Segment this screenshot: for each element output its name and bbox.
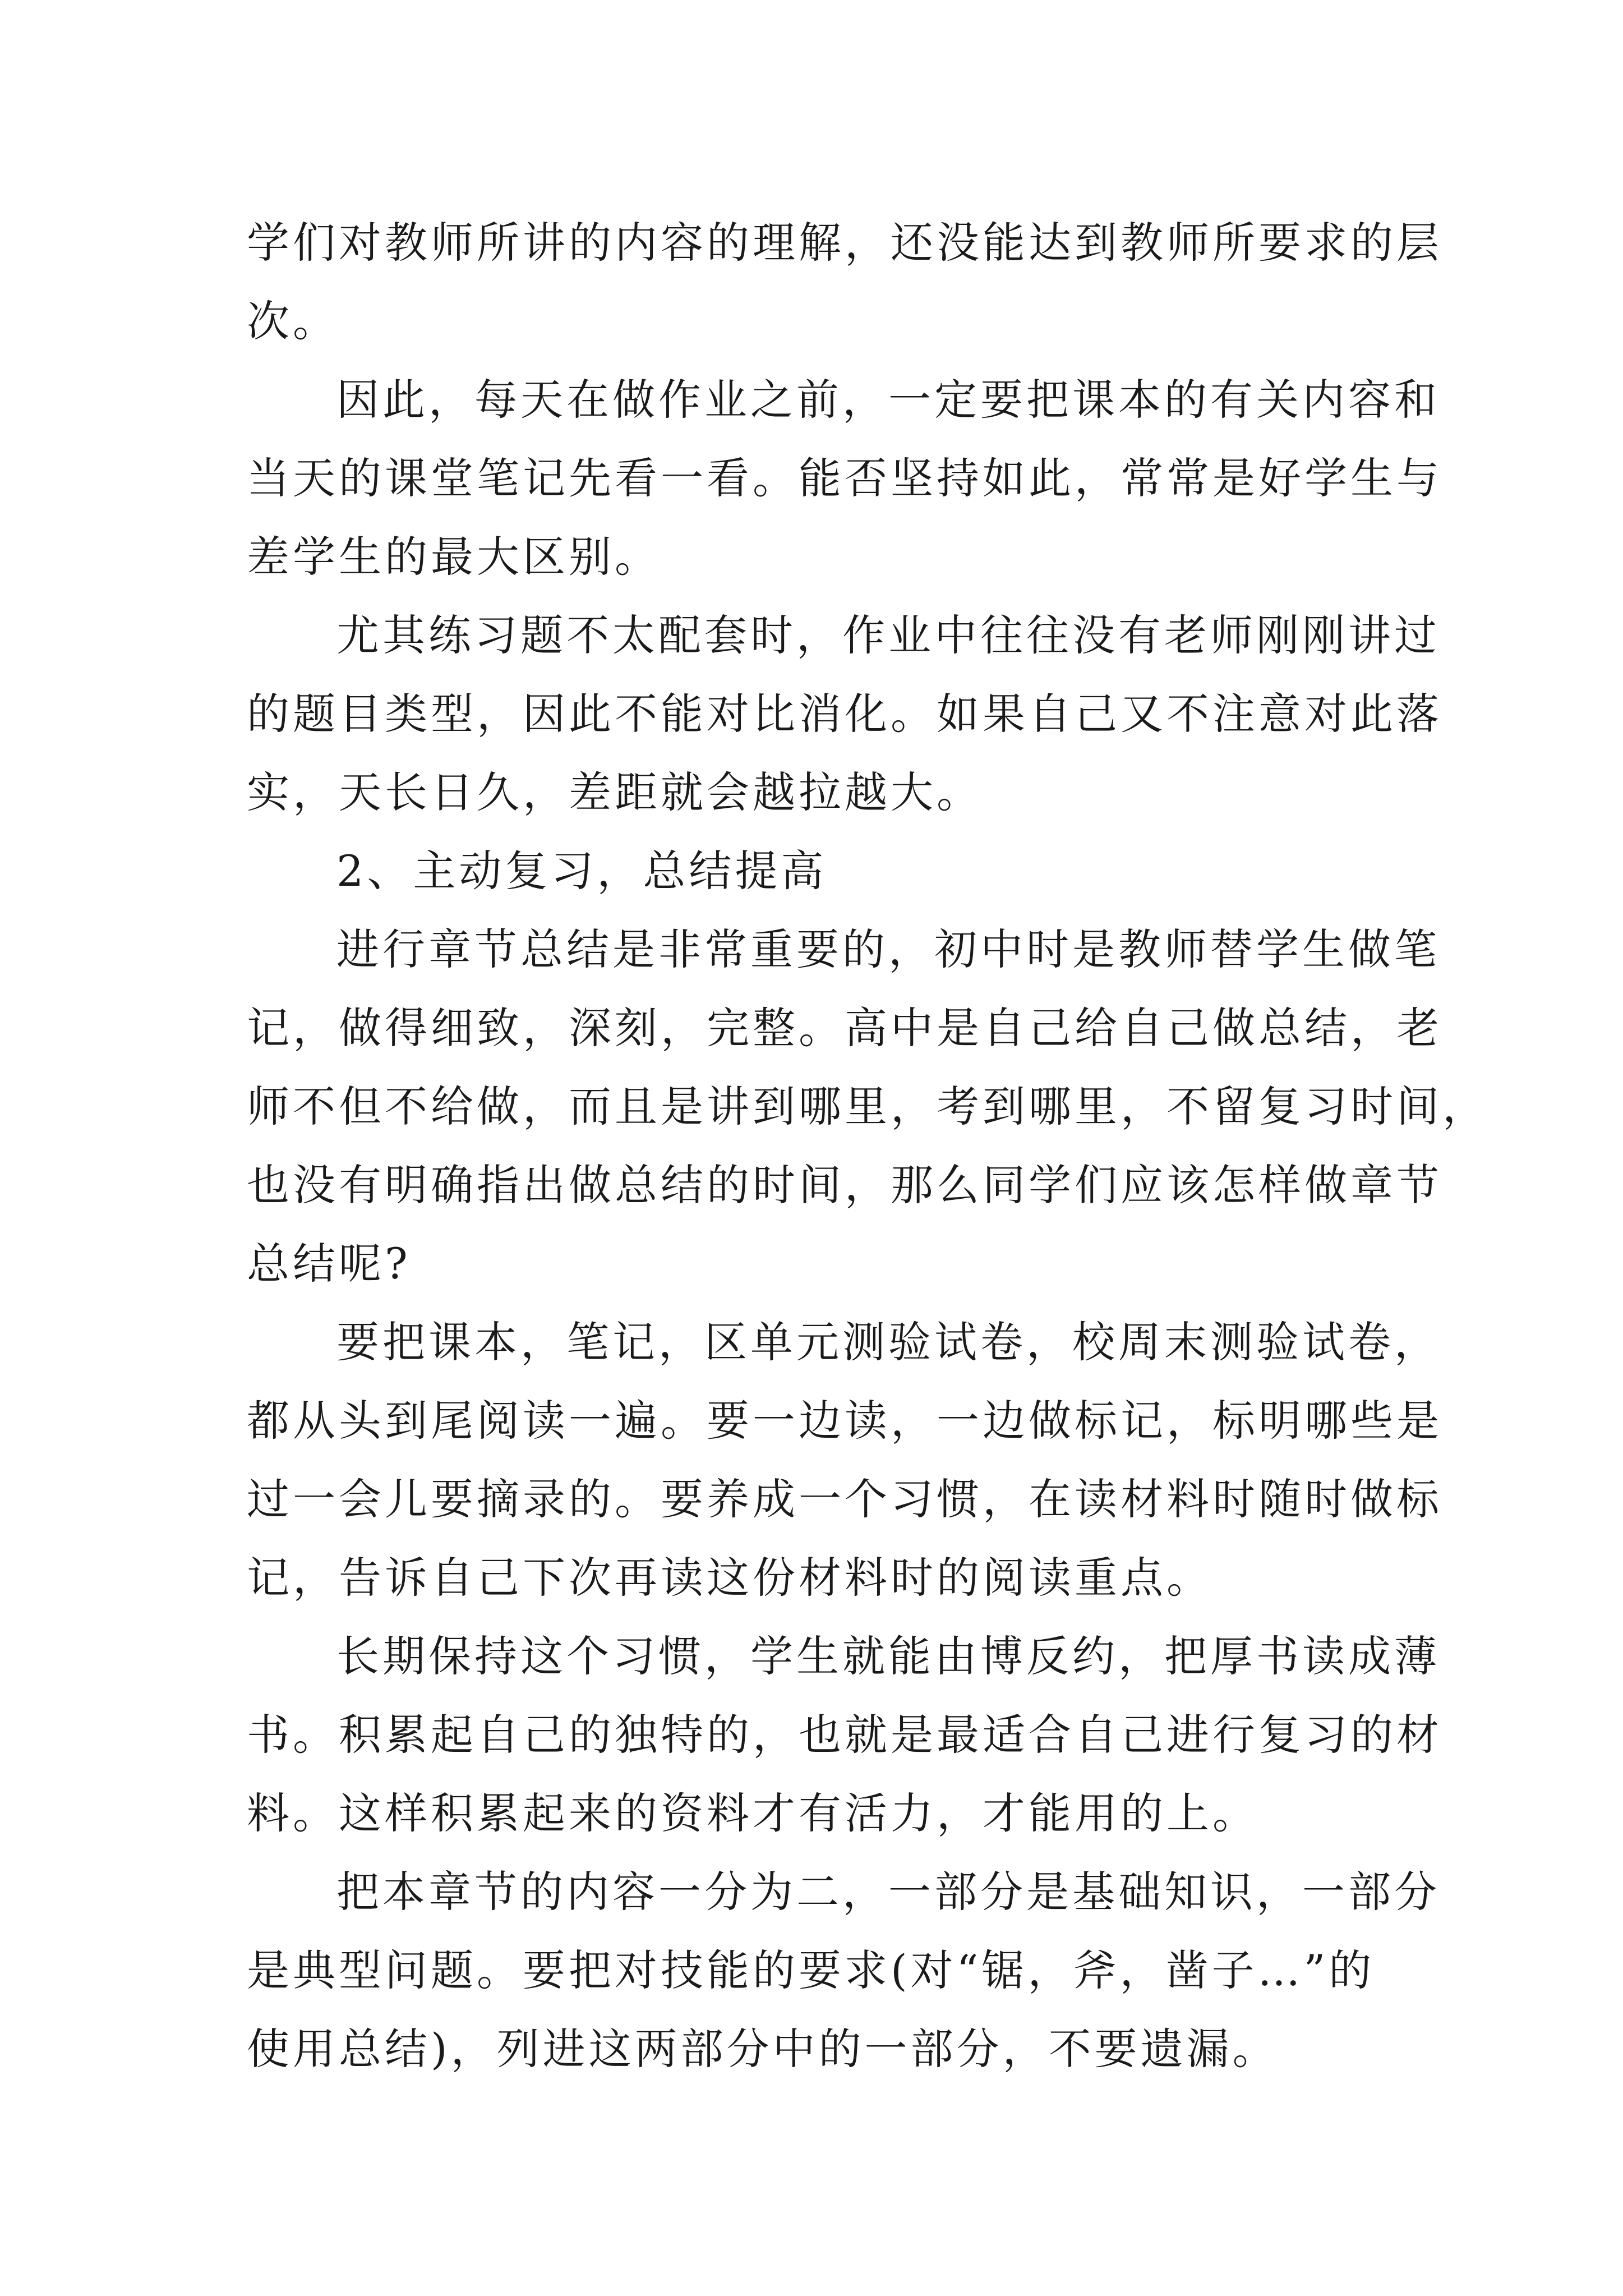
text-line: 学们对教师所讲的内容的理解，还没能达到教师所要求的层 (247, 218, 1442, 268)
section-heading: 2、主动复习，总结提高 (336, 846, 827, 896)
text-line: 差学生的最大区别。 (247, 532, 661, 582)
text-line: 当天的课堂笔记先看一看。能否坚持如此，常常是好学生与 (247, 453, 1442, 503)
text-line: 料。这样积累起来的资料才有活力，才能用的上。 (247, 1788, 1258, 1838)
text-line: 次。 (247, 296, 339, 346)
text-line: 总结呢? (247, 1239, 411, 1289)
paragraph-start: 要把课本，笔记，区单元测验试卷，校周末测验试卷， (336, 1317, 1440, 1367)
text-line: 书。积累起自己的独特的，也就是最适合自己进行复习的材 (247, 1710, 1442, 1760)
text-line: 实，天长日久，差距就会越拉越大。 (247, 767, 983, 817)
text-line: 都从头到尾阅读一遍。要一边读，一边做标记，标明哪些是 (247, 1396, 1442, 1446)
paragraph-start: 把本章节的内容一分为二，一部分是基础知识，一部分 (336, 1867, 1440, 1917)
text-line: 记，告诉自己下次再读这份材料时的阅读重点。 (247, 1553, 1212, 1603)
paragraph-start: 进行章节总结是非常重要的，初中时是教师替学生做笔 (336, 924, 1440, 974)
text-line: 过一会儿要摘录的。要养成一个习惯，在读材料时随时做标 (247, 1474, 1442, 1524)
text-line: 是典型问题。要把对技能的要求(对“锯，斧，凿子…”的 (247, 1945, 1375, 1995)
text-line: 的题目类型，因此不能对比消化。如果自己又不注意对此落 (247, 689, 1442, 739)
text-line: 师不但不给做，而且是讲到哪里，考到哪里，不留复习时间， (247, 1082, 1488, 1131)
text-line: 记，做得细致，深刻，完整。高中是自己给自己做总结，老 (247, 1003, 1442, 1053)
text-line: 使用总结)，列进这两部分中的一部分，不要遗漏。 (247, 2024, 1279, 2074)
paragraph-start: 尤其练习题不太配套时，作业中往往没有老师刚刚讲过 (336, 610, 1440, 660)
paragraph-start: 因此，每天在做作业之前，一定要把课本的有关内容和 (336, 375, 1440, 425)
paragraph-start: 长期保持这个习惯，学生就能由博反约，把厚书读成薄 (336, 1631, 1440, 1681)
text-line: 也没有明确指出做总结的时间，那么同学们应该怎样做章节 (247, 1160, 1442, 1210)
